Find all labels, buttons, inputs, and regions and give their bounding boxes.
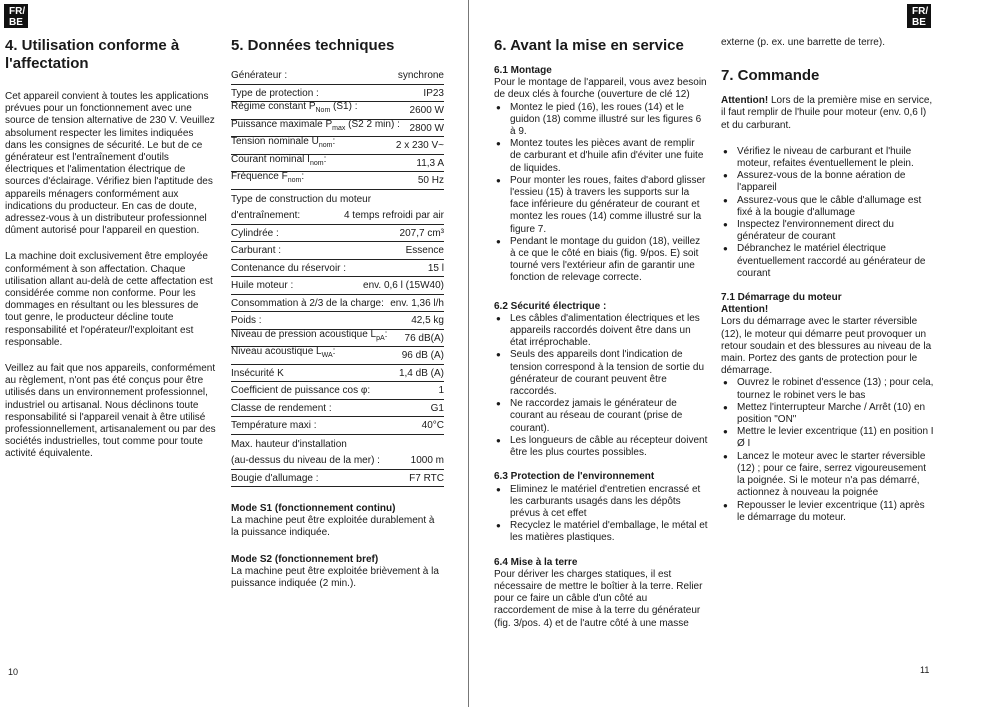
list-item: ● Repousser le levier excentrique (11) après le démarrage du moteur. [737, 500, 935, 524]
spec-row [231, 452, 444, 470]
list-item: ● Les câbles d'alimentation électriques et les appareils raccordés doivent être dans un état irréprochable. [510, 313, 708, 350]
spec-value: 76 dB(A) [404, 332, 444, 344]
section-5-title: 5. Données techniques [231, 37, 395, 54]
spec-value: F7 RTC [409, 472, 444, 484]
spec-label: Cylindrée : [231, 227, 279, 239]
spec-row [231, 400, 444, 418]
securite-list [494, 313, 708, 459]
page-number-left: 10 [8, 667, 19, 677]
section-7 [721, 37, 935, 524]
spec-label: Régime constant $P_{Nom}$ (S1) : [231, 101, 358, 115]
spec-row [231, 382, 444, 400]
start-heading: 7.1 Démarrage du moteur [721, 292, 842, 304]
spec-value: 1000 m [410, 455, 444, 467]
spec-label: Carburant : [231, 245, 282, 257]
spec-label: Max. hauteur d'installation [231, 438, 347, 450]
spec-value: 50 Hz [417, 175, 444, 187]
list-item: ● Pendant le montage du guidon (18), veillez à ce que le côté en biais (fig. 9/pos. E) soit tourné vers l'extérieur afin de garantir une fonction de relevage correcte. [510, 236, 708, 285]
list-item: ● Montez toutes les pièces avant de remplir de carburant et d'huile afin d'éviter une fuite de liquides. [510, 138, 708, 175]
attention-label: Attention! [721, 95, 769, 107]
section-4-title: 4. Utilisation conforme à l'affectation [5, 37, 180, 72]
page-divider [468, 0, 469, 707]
spec-row [231, 102, 444, 120]
spec-row [231, 207, 444, 225]
spec-label: Bougie d'allumage : [231, 472, 319, 484]
list-item: ● Assurez-vous que le câble d'allumage est fixé à la bougie d'allumage [737, 195, 935, 219]
list-item: ● Ne raccordez jamais le générateur de courant au réseau de courant (prise de courant). [510, 398, 708, 435]
list-item: ● Mettre le levier excentrique (11) en position I Ø I [737, 426, 935, 450]
spec-label: Puissance maximale $P_{max}$ (S2 2 min) : [231, 118, 400, 132]
environment-heading: 6.3 Protection de l'environnement [494, 471, 655, 483]
language-badge-right: FR/ BE [907, 4, 931, 28]
section-7-title: 7. Commande [721, 67, 820, 85]
attention-text: Lors de la première mise en service, il faut remplir de l'huile pour moteur (env. 0,6 l) et du carburant. [721, 95, 933, 131]
page-number-right: 11 [920, 665, 930, 675]
list-item: ● Pour monter les roues, faites d'abord glisser l'essieu (15) à travers les supports sur la face inférieure du générateur de courant et montez les roues (14) comme illustré sur la figure 7. [510, 175, 708, 236]
spec-row [231, 225, 444, 243]
spec-row [231, 470, 444, 488]
list-item: ● Vérifiez le niveau de carburant et l'huile moteur, refaites éventuellement le plein. [737, 146, 935, 170]
list-item: ● Ouvrez le robinet d'essence (13) ; pour cela, tournez le robinet vers le bas [737, 377, 935, 401]
list-item: ● Eliminez le matériel d'entretien encrassé et les carburants usagés dans les dépôts prévus à cet effet [510, 484, 708, 521]
spec-row [231, 277, 444, 295]
spec-label: Type de protection : [231, 87, 319, 99]
spec-label: Consommation à 2/3 de la charge: [231, 297, 384, 309]
spec-label: Contenance du réservoir : [231, 262, 347, 274]
technical-data-table [231, 67, 444, 487]
list-item: ● Lancez le moteur avec le starter réversible (12) ; pour ce faire, serrez vigoureusement la poignée. Si le moteur n'a pas démarré, actionnez à nouveau la poignée [737, 451, 935, 500]
spec-label: Insécurité K [231, 367, 284, 379]
spec-label: Niveau de pression acoustique $L_{pA}$: [231, 328, 388, 342]
spec-row [231, 172, 444, 190]
spec-value: Essence [405, 245, 444, 257]
spec-label: Poids : [231, 315, 262, 327]
spec-value: env. 1,36 l/h [390, 297, 444, 309]
environment-list [494, 484, 708, 545]
mode-title: Mode S1 (fonctionnement continu) [231, 503, 396, 514]
earthing-heading: 6.4 Mise à la terre [494, 556, 578, 568]
spec-row [231, 155, 444, 173]
spec-value: 42,5 kg [411, 315, 444, 327]
spec-row [231, 365, 444, 383]
spec-row [231, 295, 444, 313]
spec-row [231, 435, 444, 453]
mode-text: La machine peut être exploitée durablement à la puissance indiquée. [231, 515, 435, 539]
spec-value: IP23 [423, 87, 444, 99]
start-attention: Attention! [721, 304, 769, 316]
section-4 [5, 37, 217, 469]
spec-value: 1 [438, 385, 444, 397]
mode-title: Mode S2 (fonctionnement bref) [231, 553, 379, 565]
spec-row [231, 242, 444, 260]
spec-value: 4 temps refroidi par air [343, 210, 444, 222]
earthing-text: Pour dériver les charges statiques, il est nécessaire de mettre le boîtier à la terre. Relier pour ce faire un câble d'un côté au raccordement de mise à la terre du générateur (fig. 3/pos. 4) et de l'autre côté à une masse [494, 568, 703, 629]
spec-value: 2600 W [409, 105, 444, 117]
securite-heading: 6.2 Sécurité électrique : [494, 300, 607, 312]
spec-label: Coefficient de puissance cos φ: [231, 385, 371, 397]
section-4-paragraph: Veillez au fait que nos appareils, conformément au règlement, n'ont pas été conçus pour être utilisés dans un environnement professionnel, industriel ou artisanal. Nous déclinons toute responsabilité si l'appareil venait à être utilisé professionnellement, artisanalement ou par des sociétés industrielles, tout comme pour toute activité équivalente. [5, 363, 216, 460]
spec-value: 15 l [427, 262, 444, 274]
continuation-text: externe (p. ex. une barrette de terre). [721, 37, 885, 48]
list-item: ● Mettez l'interrupteur Marche / Arrêt (10) en position "ON" [737, 402, 935, 426]
spec-label: Niveau acoustique $L_{WA}$: [231, 346, 336, 360]
list-item: ● Inspectez l'environnement direct du générateur de courant [737, 219, 935, 243]
spec-label: Courant nominal $I_{nom}$: [231, 153, 327, 167]
section-5 [231, 37, 444, 604]
command-checklist [721, 146, 935, 280]
spec-row [231, 137, 444, 155]
montage-heading: 6.1 Montage [494, 65, 552, 76]
spec-value: 11,3 A [416, 157, 444, 169]
spec-label: Tension nominale $U_{nom}$: [231, 136, 336, 150]
spec-value: 2800 W [409, 122, 444, 134]
spec-label: Huile moteur : [231, 280, 294, 292]
spec-row [231, 260, 444, 278]
language-badge-left: FR/ BE [4, 4, 28, 28]
spec-value: 40°C [421, 420, 444, 432]
spec-row [231, 347, 444, 365]
spec-row [231, 120, 444, 138]
spec-label: Température maxi : [231, 420, 317, 432]
spec-row [231, 417, 444, 435]
section-4-paragraph: Cet appareil convient à toutes les applications prévues pour un fonctionnement avec une source de tension alternative de 230 V. Veuillez absolument respecter les limites indiquées dans les consignes de sécurité. Le but de ce générateur est l'entraînement d'outils électriques et l'alimentation électrique de sources d'éclairage. Vérifiez bien l'aptitude des appareils ménagers conformément aux indications du producteur. En cas de doute, adressez-vous à un distributeur professionnel dûment autorisé pour l'appareil en question. [5, 91, 215, 237]
spec-value: 2 x 230 V~ [395, 140, 444, 152]
list-item: ● Recyclez le matériel d'emballage, le métal et les matières plastiques. [510, 520, 708, 544]
spec-row [231, 85, 444, 103]
spec-label: Fréquence $F_{nom}$: [231, 171, 305, 185]
spec-value: synchrone [397, 70, 444, 82]
spec-value: G1 [430, 402, 444, 414]
spec-value: env. 0,6 l (15W40) [363, 280, 444, 292]
list-item: ● Montez le pied (16), les roues (14) et le guidon (18) comme illustré sur les figures 6 à 9. [510, 102, 708, 139]
spec-row [231, 190, 444, 208]
start-steps [721, 377, 935, 523]
list-item: ● Débranchez le matériel électrique éventuellement raccordé au générateur de courant [737, 243, 935, 280]
montage-list [494, 102, 708, 285]
list-item: ● Les longueurs de câble au récepteur doivent être les plus courtes possibles. [510, 435, 708, 459]
list-item: ● Assurez-vous de la bonne aération de l'appareil [737, 170, 935, 194]
section-4-paragraph: La machine doit exclusivement être employée conformément à son affectation. Chaque utilisation allant au-delà de cette affectation est considérée comme non conforme. Pour les dommages en résultant ou les blessures de tout genre, le producteur décline toute responsabilité et l'opérateur/l'exploitant est responsable. [5, 251, 213, 348]
start-text: Lors du démarrage avec le starter réversible (12), le moteur qui démarre peut provoquer un retour soudain et des blessures au niveau de la main. Portez des gants de protection pour le démarrage. [721, 316, 932, 377]
spec-label: d'entraînement: [231, 210, 301, 222]
spec-row [231, 312, 444, 330]
spec-row [231, 67, 444, 85]
section-6 [494, 37, 708, 630]
operating-modes [231, 503, 444, 590]
spec-label: Générateur : [231, 70, 288, 82]
spec-value: 207,7 cm³ [399, 227, 444, 239]
spec-label: (au-dessus du niveau de la mer) : [231, 455, 380, 467]
attention-note [721, 95, 935, 132]
spec-label: Classe de rendement : [231, 402, 332, 414]
spec-value: 96 dB (A) [401, 350, 444, 362]
mode-text: La machine peut être exploitée brièvement à la puissance indiquée (2 min.). [231, 565, 439, 590]
section-6-title: 6. Avant la mise en service [494, 37, 684, 54]
montage-intro: Pour le montage de l'appareil, vous avez besoin de deux clés à fourche (ouverture de clé 12) [494, 77, 707, 101]
spec-label: Type de construction du moteur [231, 193, 372, 205]
list-item: ● Seuls des appareils dont l'indication de tension correspond à la tension de sortie du générateur de courant peuvent être raccordés. [510, 349, 708, 398]
spec-row [231, 330, 444, 348]
spec-value: 1,4 dB (A) [398, 367, 444, 379]
